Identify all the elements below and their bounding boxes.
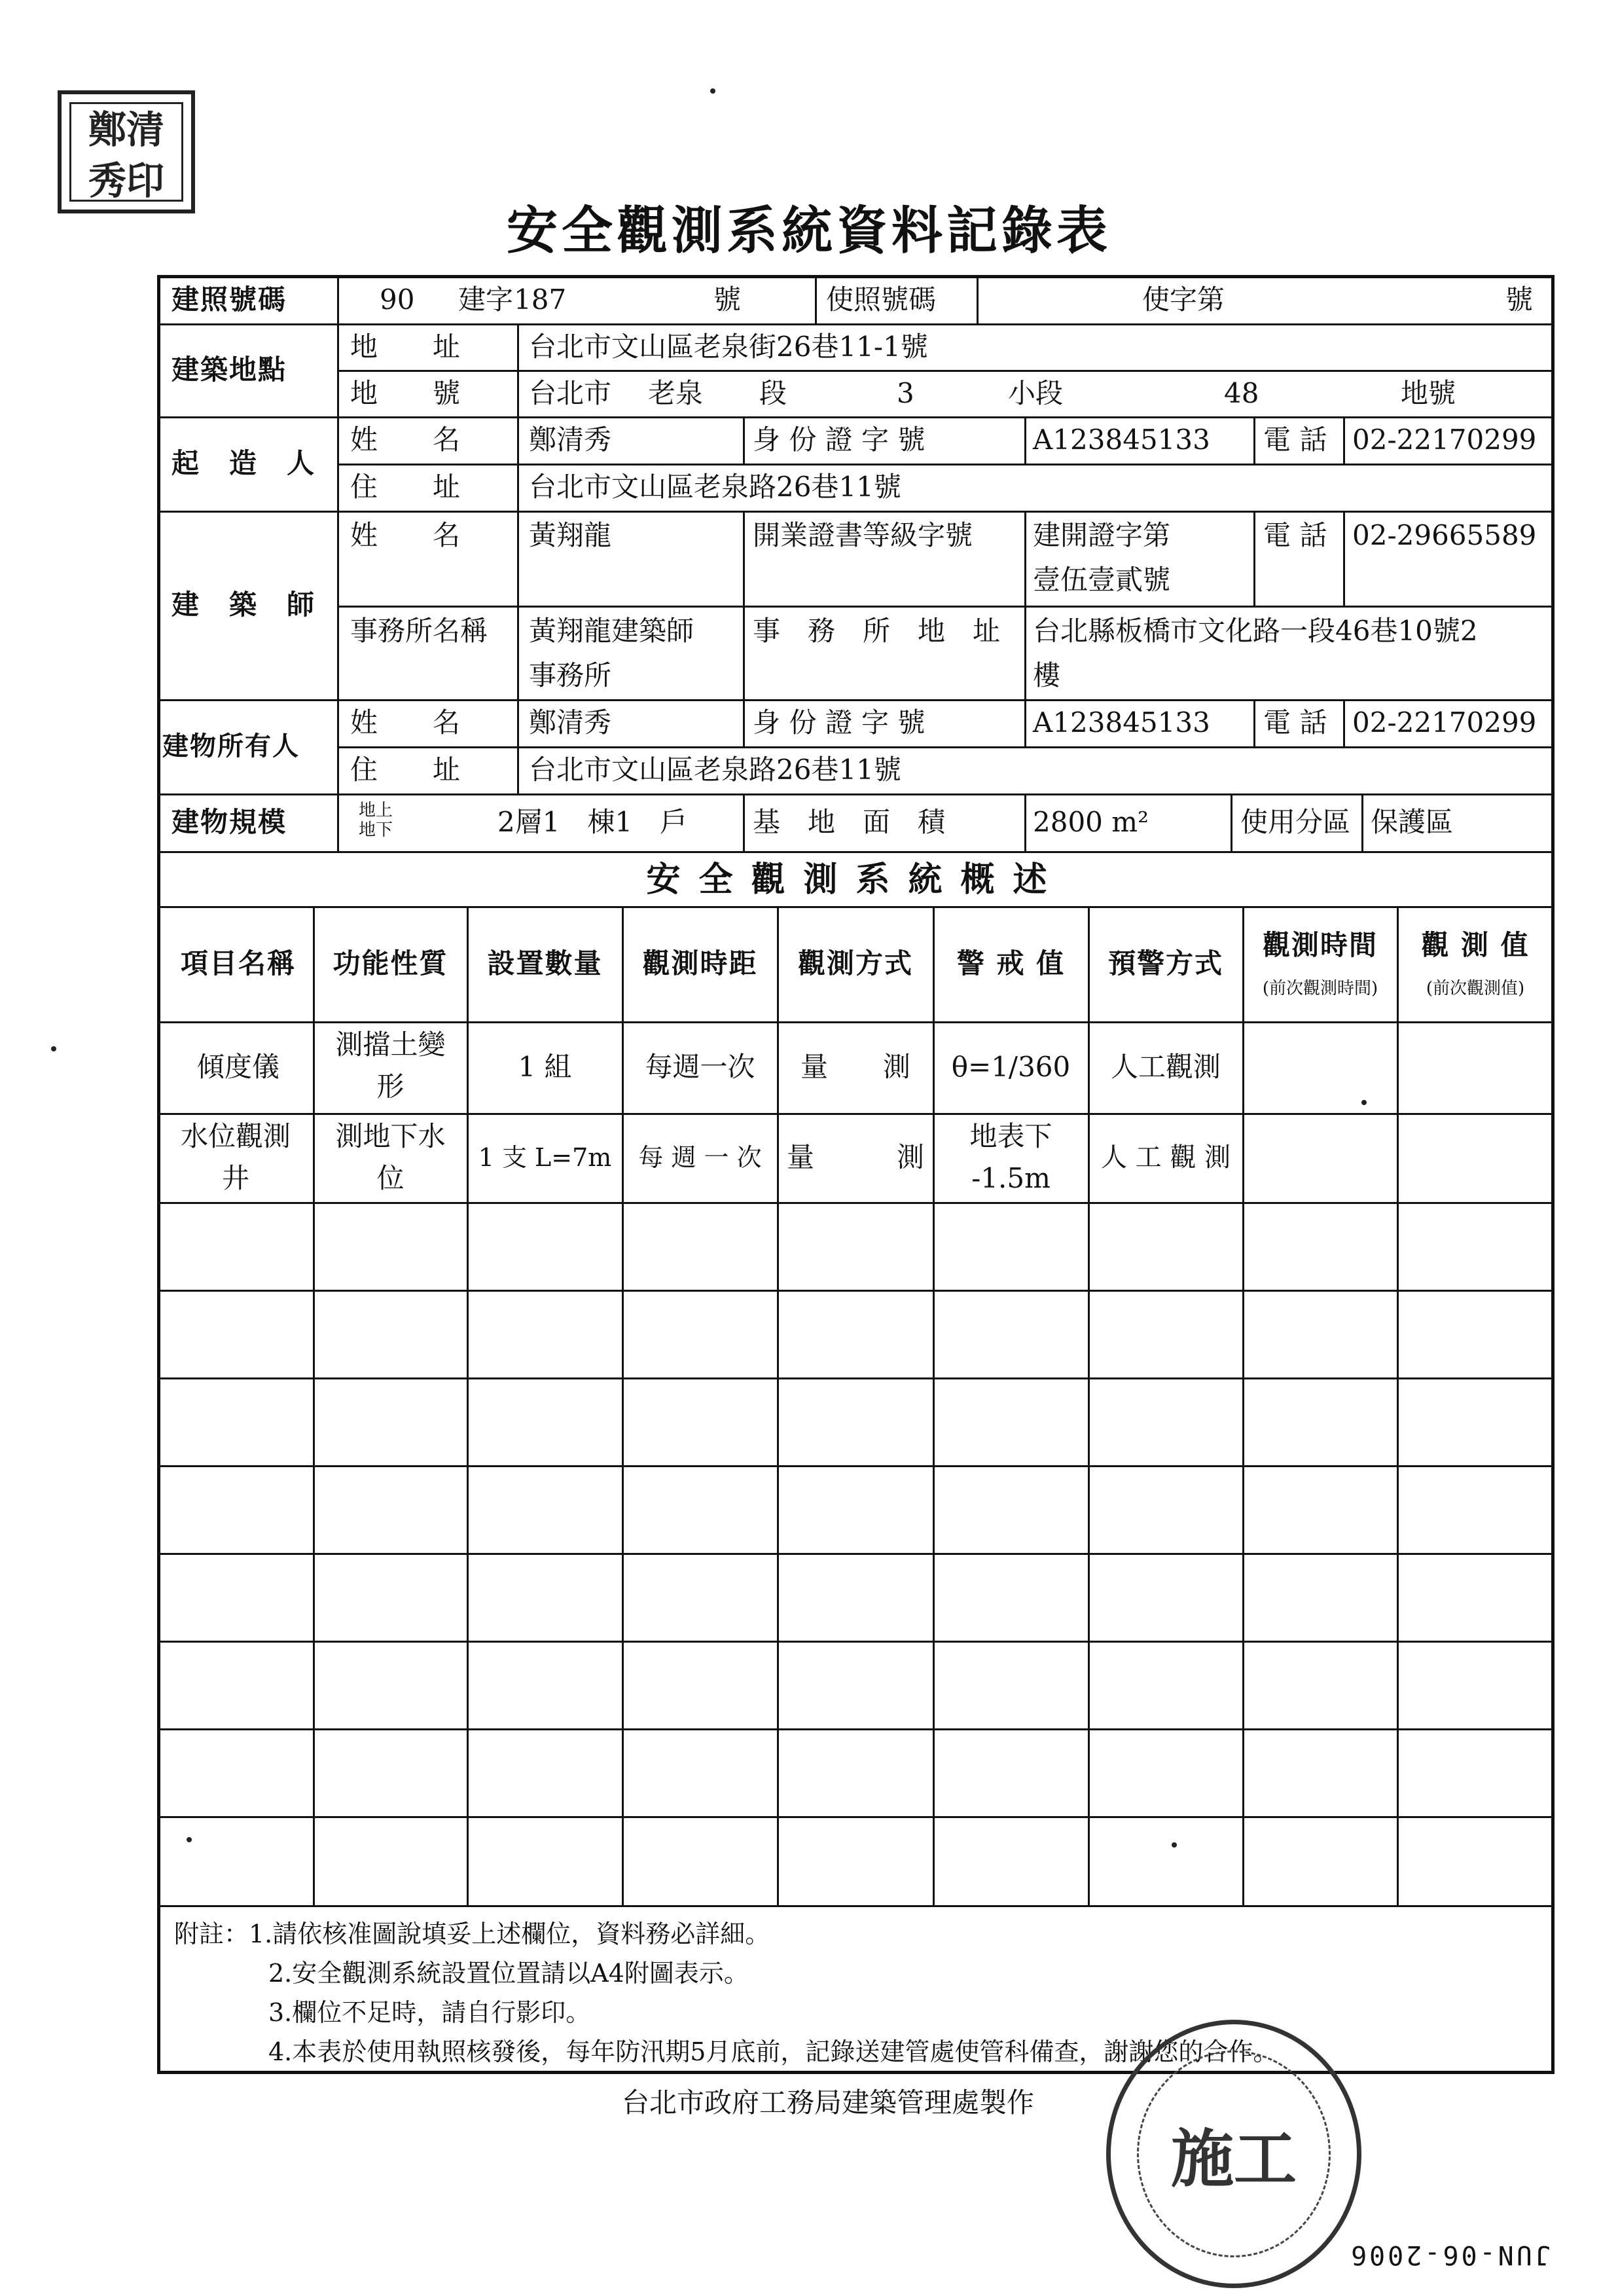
applicant-address: 台北市文山區老泉路26巷11號: [529, 471, 901, 503]
architect-label: 建 築 師: [171, 589, 316, 621]
corner-stamp: 鄭清 秀印: [58, 90, 195, 213]
col-obs-value: 觀 測 值: [1421, 929, 1530, 961]
architect-tel-label: 電 話: [1263, 519, 1327, 551]
site-label: 建築地點: [171, 354, 287, 386]
permit-suffix: 號: [713, 283, 742, 316]
note-2: 2.安全觀測系統設置位置請以A4附圖表示。: [268, 1959, 749, 1988]
fax-header-line: JUN-06-2006: [1348, 2240, 1551, 2270]
office-name-line2: 事務所: [529, 659, 612, 691]
applicant-id: A123845133: [1033, 424, 1210, 456]
scan-speck: [187, 1837, 192, 1842]
owner-id: A123845133: [1033, 706, 1210, 738]
architect-name: 黃翔龍: [529, 519, 612, 551]
office-address-line1: 台北縣板橋市文化路一段46巷10號2: [1033, 615, 1478, 647]
site-area: 2800 m²: [1033, 806, 1149, 838]
row1-interval: 每週一次: [645, 1051, 755, 1083]
owner-id-label: 身 份 證 字 號: [753, 706, 926, 738]
site-lot-number: 48: [1224, 377, 1259, 409]
site-lot-number-label: 地號: [1401, 377, 1456, 409]
permit-year: 90: [380, 283, 415, 316]
scan-speck: [1172, 1842, 1177, 1848]
use-permit-word: 使字第: [1142, 283, 1225, 316]
owner-name-label: 姓 名: [350, 706, 461, 738]
scan-speck: [51, 1046, 56, 1051]
row2-item-line1: 水位觀測: [180, 1120, 291, 1152]
scan-speck: [1361, 1100, 1367, 1105]
note-1: 附註：1.請依核准圖說填妥上述欄位，資料務必詳細。: [174, 1920, 770, 1948]
owner-tel: 02-22170299: [1352, 706, 1537, 738]
row2-method: 量 測: [786, 1141, 924, 1173]
applicant-label: 起 造 人: [171, 447, 316, 479]
office-name-label: 事務所名稱: [350, 615, 488, 647]
row1-warning-method: 人工觀測: [1110, 1051, 1221, 1083]
row1-quantity: 1 組: [518, 1051, 572, 1083]
row1-method: 量 測: [800, 1051, 910, 1083]
page-title: 安全觀測系統資料記錄表: [506, 201, 1111, 261]
permit-label: 建照號碼: [171, 283, 287, 316]
site-lot-area: 老泉: [648, 377, 704, 409]
row2-alert-line1: 地表下: [969, 1120, 1052, 1152]
scale-below-ground: 地下: [359, 820, 393, 840]
row2-item-line2: 井: [221, 1162, 249, 1194]
owner-label: 建物所有人: [162, 731, 300, 761]
permit-number: 187: [514, 283, 567, 316]
scale-value: 2層1 棟1 戶: [497, 806, 688, 838]
row2-function-line2: 位: [376, 1162, 404, 1194]
col-method: 觀測方式: [797, 947, 913, 979]
overview-title: 安全觀測系統概述: [646, 860, 1066, 900]
site-lot-subsection-label: 小段: [1008, 377, 1064, 409]
col-item-name: 項目名稱: [180, 947, 296, 979]
scan-speck: [710, 88, 715, 94]
note-3: 3.欄位不足時，請自行影印。: [268, 1998, 591, 2027]
col-obs-time-sub: (前次觀測時間): [1262, 979, 1378, 998]
use-permit-suffix: 號: [1505, 283, 1534, 316]
row1-alert-value: θ=1/360: [951, 1051, 1071, 1083]
site-address: 台北市文山區老泉街26巷11-1號: [529, 331, 928, 363]
scale-above-ground: 地上: [359, 801, 393, 820]
use-permit-label: 使照號碼: [826, 283, 937, 316]
col-obs-time: 觀測時間: [1262, 929, 1378, 961]
zoning-label: 使用分區: [1240, 806, 1351, 838]
col-alert-value: 警 戒 值: [956, 947, 1066, 979]
office-name-line1: 黃翔龍建築師: [529, 615, 694, 647]
owner-address-label: 住 址: [350, 754, 461, 786]
official-seal: 施工: [1106, 2020, 1361, 2288]
site-lot-section-label: 段: [759, 377, 787, 409]
architect-license-label: 開業證書等級字號: [753, 519, 973, 551]
col-function: 功能性質: [333, 947, 448, 979]
col-interval: 觀測時距: [642, 947, 758, 979]
office-address-label: 事 務 所 地 址: [753, 615, 1001, 647]
applicant-name-label: 姓 名: [350, 424, 461, 456]
applicant-tel: 02-22170299: [1352, 424, 1537, 456]
col-obs-value-sub: (前次觀測值): [1426, 979, 1525, 998]
note-4: 4.本表於使用執照核發後，每年防汛期5月底前，記錄送建管處使管科備查，謝謝您的合作。: [268, 2037, 1278, 2066]
owner-name: 鄭清秀: [529, 706, 612, 738]
row2-quantity: 1 支 L=7m: [478, 1143, 612, 1172]
applicant-address-label: 住 址: [350, 471, 461, 503]
row1-item: 傾度儀: [196, 1051, 279, 1083]
row1-function-line1: 測擋土變: [335, 1029, 446, 1061]
row2-function-line1: 測地下水: [335, 1120, 446, 1152]
site-area-label: 基 地 面 積: [753, 806, 946, 838]
permit-word: 建字: [458, 283, 514, 316]
issuer-footer: 台北市政府工務局建築管理處製作: [622, 2086, 1035, 2119]
owner-address: 台北市文山區老泉路26巷11號: [529, 754, 901, 786]
site-address-label: 地 址: [350, 331, 461, 363]
row2-alert-line2: -1.5m: [971, 1162, 1051, 1194]
row1-function-line2: 形: [376, 1070, 404, 1102]
applicant-tel-label: 電 話: [1263, 424, 1327, 456]
col-warning-method: 預警方式: [1107, 947, 1223, 979]
architect-license-line2: 壹伍壹貳號: [1033, 564, 1171, 596]
site-lot-label: 地 號: [350, 377, 461, 409]
col-quantity: 設置數量: [487, 947, 603, 979]
applicant-id-label: 身 份 證 字 號: [753, 424, 926, 456]
scale-label: 建物規模: [171, 806, 287, 838]
office-address-line2: 樓: [1033, 659, 1061, 691]
architect-name-label: 姓 名: [350, 519, 461, 551]
applicant-name: 鄭清秀: [529, 424, 612, 456]
owner-tel-label: 電 話: [1263, 706, 1327, 738]
site-lot-section: 3: [897, 377, 914, 409]
row2-interval: 每 週 一 次: [638, 1143, 762, 1172]
site-lot-city: 台北市: [529, 377, 612, 409]
row2-warning-method: 人 工 觀 測: [1100, 1142, 1231, 1173]
architect-license-line1: 建開證字第: [1033, 519, 1171, 551]
zoning-value: 保護區: [1371, 806, 1454, 838]
architect-tel: 02-29665589: [1352, 519, 1537, 551]
